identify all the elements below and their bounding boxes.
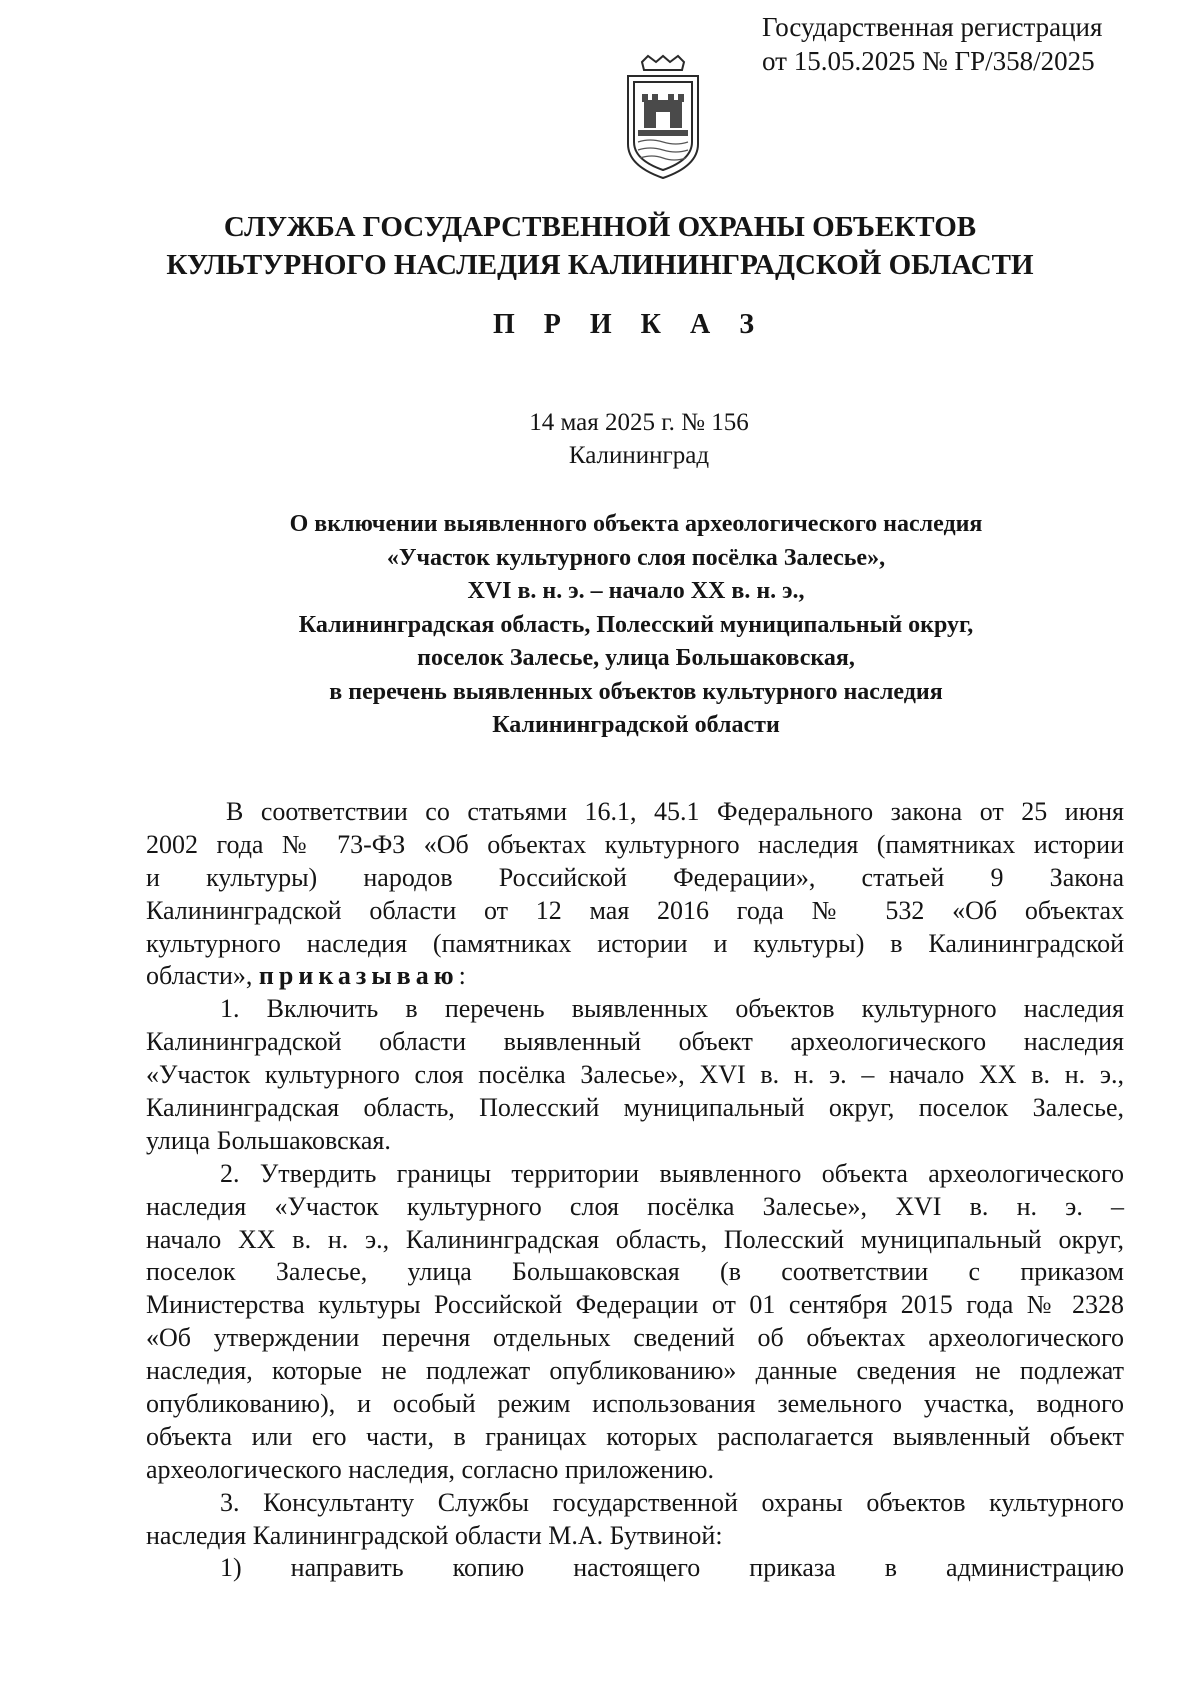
document-body — [146, 796, 1124, 1585]
item-1-line: Калининградская область, Полесский муниципальный округ, поселок Залесье, — [146, 1093, 1124, 1123]
subject-line: поселок Залесье, улица Большаковская, — [417, 645, 855, 671]
subject-line: XVI в. н. э. – начало XX в. н. э., — [467, 578, 805, 604]
preamble-line: 2002 года № 73-ФЗ «Об объектах культурного наследия (памятниках истории — [146, 829, 1124, 859]
preamble-last-line — [146, 960, 1124, 993]
preamble-line: области», — [146, 961, 253, 991]
organization-line-2: КУЛЬТУРНОГО НАСЛЕДИЯ КАЛИНИНГРАДСКОЙ ОБЛАСТИ — [166, 249, 1034, 281]
subject-line: Калининградская область, Полесский муниципальный округ, — [298, 611, 974, 638]
item-2-line: археологического наследия, согласно приложению. — [146, 1454, 714, 1484]
preamble-line: В соответствии со статьями 16.1, 45.1 Федерального закона от 25 июня — [226, 797, 1124, 826]
item-1-line: «Участок культурного слоя посёлка Залесье», XVI в. н. э. – начало XX в. н. э., — [146, 1060, 1124, 1090]
item-2-line: опубликованию), и особый режим использования земельного участка, водного — [146, 1389, 1124, 1419]
subject-line: «Участок культурного слоя посёлка Залесье», — [386, 544, 886, 571]
item-3-line: 3. Консультанту Службы государственной охраны объектов культурного — [220, 1487, 1124, 1517]
item-1-line: 1. Включить в перечень выявленных объектов культурного наследия — [220, 994, 1124, 1024]
item-2-line: наследия «Участок культурного слоя посёлка Залесье», XVI в. н. э. – — [146, 1191, 1124, 1221]
organization-line-1: СЛУЖБА ГОСУДАРСТВЕННОЙ ОХРАНЫ ОБЪЕКТОВ — [223, 211, 977, 243]
order-word: приказываю — [258, 961, 459, 991]
item-2-line: «Об утверждении перечня отдельных сведений об объектах археологического — [146, 1323, 1124, 1353]
preamble-line: Калининградской области от 12 мая 2016 года № 532 «Об объектах — [146, 895, 1124, 925]
item-1-line: улица Большаковская. — [146, 1125, 391, 1155]
subject-line: Калининградской области — [492, 712, 780, 738]
item-2-line: наследия, которые не подлежат опубликованию» данные сведения не подлежат — [146, 1356, 1124, 1386]
subitem-1-line: 1) направить копию настоящего приказа в администрацию — [220, 1553, 1124, 1583]
date-number: 14 мая 2025 г. № 156 — [529, 409, 749, 436]
document-type-heading: П Р И К А З — [493, 309, 765, 340]
item-2-line: Министерства культуры Российской Федерации от 01 сентября 2015 года № 2328 — [146, 1290, 1124, 1320]
subject-line: О включении выявленного объекта археологического наследия — [289, 511, 983, 537]
kaliningrad-coat-of-arms-icon — [616, 54, 710, 182]
document-subject — [0, 508, 1200, 743]
item-1-line: Калининградской области выявленный объект археологического наследия — [146, 1027, 1124, 1057]
item-2-line: объекта или его части, в границах которых располагается выявленный объект — [146, 1421, 1124, 1451]
date-block — [0, 406, 1200, 472]
registration-stamp — [762, 10, 1102, 78]
item-2-line: поселок Залесье, улица Большаковская (в соответствии с приказом — [146, 1257, 1124, 1287]
item-3-line: наследия Калининградской области М.А. Бутвиной: — [146, 1520, 723, 1550]
registration-line-2: от 15.05.2025 № ГР/358/2025 — [762, 46, 1095, 76]
preamble-line: и культуры) народов Российской Федерации», статьей 9 Закона — [146, 862, 1124, 892]
item-2-line: 2. Утвердить границы территории выявленного объекта археологического — [220, 1158, 1124, 1188]
subject-line: в перечень выявленных объектов культурного наследия — [329, 678, 943, 705]
registration-line-1: Государственная регистрация — [762, 12, 1103, 42]
city: Калининград — [568, 442, 710, 469]
item-2-line: начало XX в. н. э., Калининградская область, Полесский муниципальный округ, — [146, 1224, 1124, 1254]
organization-name — [0, 208, 1200, 284]
order-colon: : — [458, 961, 466, 991]
preamble-line: культурного наследия (памятниках истории и культуры) в Калининградской — [146, 928, 1124, 958]
